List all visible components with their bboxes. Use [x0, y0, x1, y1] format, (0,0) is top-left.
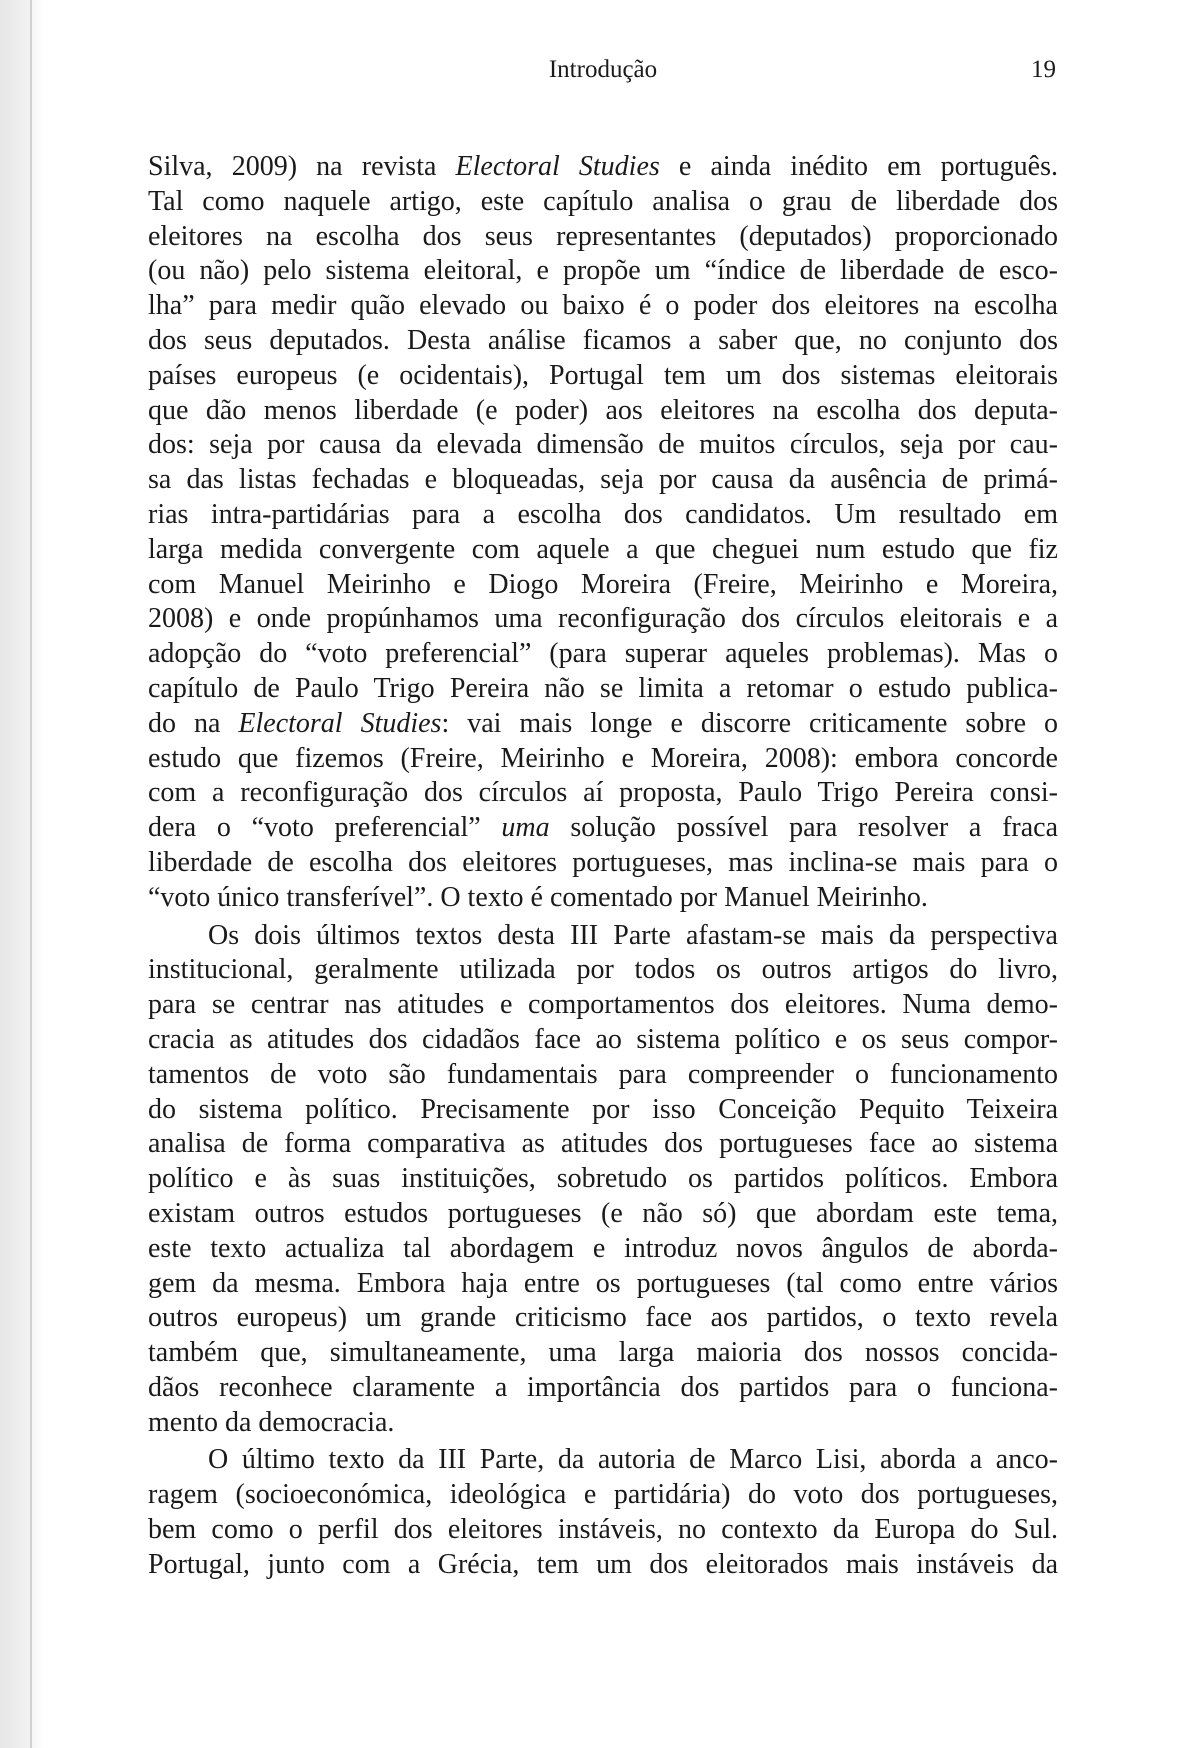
- text-line: [148, 1371, 1058, 1406]
- text-run: também que, simultaneamente, uma larga maioria dos nossos concida-: [148, 1337, 1058, 1369]
- text-line: [148, 394, 1058, 429]
- text-run: 2008) e onde propúnhamos uma reconfiguração dos círculos eleitorais e a: [148, 603, 1058, 635]
- text-line: [148, 1267, 1058, 1302]
- text-line: [148, 1093, 1058, 1128]
- text-run: dãos reconhece claramente a importância dos partidos para o funciona-: [148, 1371, 1058, 1403]
- text-run: capítulo de Paulo Trigo Pereira não se limita a retomar o estudo publica-: [148, 672, 1058, 704]
- text-run: do na: [148, 707, 239, 739]
- text-run: dos: seja por causa da elevada dimensão de muitos círculos, seja por cau-: [148, 429, 1058, 461]
- text-run: Os dois últimos textos desta III Parte afastam-se mais da perspectiva: [208, 919, 1058, 951]
- text-run: Portugal, junto com a Grécia, tem um dos eleitorados mais instáveis da: [148, 1548, 1058, 1580]
- paragraph: [148, 1443, 1058, 1582]
- text-run: adopção do “voto preferencial” (para superar aqueles problemas). Mas o: [148, 638, 1058, 670]
- text-run: ragem (socioeconómica, ideológica e partidária) do voto dos portugueses,: [148, 1479, 1058, 1511]
- text-line: [148, 919, 1058, 954]
- text-line: [148, 289, 1058, 324]
- page-number: 19: [1031, 56, 1056, 83]
- text-run: países europeus (e ocidentais), Portugal tem um dos sistemas eleitorais: [148, 359, 1058, 391]
- text-line: [148, 1232, 1058, 1267]
- text-run: e ainda inédito em português.: [659, 151, 1058, 182]
- text-line: [148, 1301, 1058, 1336]
- running-head: [148, 52, 1058, 88]
- page-binding-shadow: [0, 0, 44, 1748]
- text-line: [148, 1058, 1058, 1093]
- text-line: [148, 428, 1058, 463]
- text-run: gem da mesma. Embora haja entre os portugueses (tal como entre vários: [148, 1267, 1058, 1299]
- text-line: [148, 1548, 1058, 1583]
- text-run: com Manuel Meirinho e Diogo Moreira (Freire, Meirinho e Moreira,: [148, 568, 1058, 600]
- text-run: existam outros estudos portugueses (e não só) que abordam este tema,: [148, 1197, 1058, 1229]
- text-line: [148, 324, 1058, 359]
- text-line: [148, 533, 1058, 568]
- text-run: que dão menos liberdade (e poder) aos eleitores na escolha dos deputa-: [148, 394, 1058, 426]
- page-binding-edge: [30, 0, 32, 1748]
- text-line: [148, 776, 1058, 811]
- text-line: [148, 988, 1058, 1023]
- italic-text: Electoral Studies: [455, 151, 660, 182]
- text-line: [148, 1406, 1058, 1441]
- text-line: [148, 1162, 1058, 1197]
- text-line: [148, 811, 1058, 846]
- text-run: larga medida convergente com aquele a que cheguei num estudo que fiz: [148, 533, 1058, 565]
- text-run: eleitores na escolha dos seus representantes (deputados) proporcionado: [148, 220, 1058, 252]
- text-run: O último texto da III Parte, da autoria de Marco Lisi, aborda a anco-: [208, 1444, 1058, 1476]
- text-run: analisa de forma comparativa as atitudes dos portugueses face ao sistema: [148, 1128, 1058, 1160]
- text-line: [148, 498, 1058, 533]
- text-run: dos seus deputados. Desta análise ficamos a saber que, no conjunto dos: [148, 324, 1058, 356]
- book-page: [148, 0, 1058, 1748]
- text-line: [148, 881, 1058, 916]
- text-run: “voto único transferível”. O texto é comentado por Manuel Meirinho.: [148, 881, 928, 913]
- text-run: outros europeus) um grande criticismo face aos partidos, o texto revela: [148, 1302, 1058, 1334]
- text-run: institucional, geralmente utilizada por todos os outros artigos do livro,: [148, 954, 1058, 986]
- text-line: [148, 568, 1058, 603]
- text-line: [148, 1478, 1058, 1513]
- text-line: [148, 602, 1058, 637]
- text-line: [148, 637, 1058, 672]
- text-line: [148, 707, 1058, 742]
- running-title: Introdução: [548, 56, 658, 83]
- paragraph: [148, 919, 1058, 1441]
- text-run: cracia as atitudes dos cidadãos face ao sistema político e os seus compor-: [148, 1023, 1058, 1055]
- text-run: sa das listas fechadas e bloqueadas, seja por causa da ausência de primá-: [148, 464, 1058, 496]
- italic-text: Electoral Studies: [238, 707, 442, 739]
- text-line: [148, 846, 1058, 881]
- text-run: Silva, 2009) na revista: [148, 151, 456, 182]
- text-line: [148, 185, 1058, 220]
- text-line: [148, 672, 1058, 707]
- text-line: [148, 150, 1058, 185]
- text-run: solução possível para resolver a fraca: [549, 812, 1059, 844]
- text-run: com a reconfiguração dos círculos aí proposta, Paulo Trigo Pereira consi-: [148, 777, 1058, 809]
- body-text: [148, 150, 1058, 1583]
- text-run: tamentos de voto são fundamentais para compreender o funcionamento: [148, 1058, 1058, 1090]
- text-line: [148, 1023, 1058, 1058]
- text-run: do sistema político. Precisamente por isso Conceição Pequito Teixeira: [148, 1093, 1058, 1125]
- text-line: [148, 1513, 1058, 1548]
- text-run: rias intra-partidárias para a escolha dos candidatos. Um resultado em: [148, 498, 1058, 530]
- text-line: [148, 742, 1058, 777]
- text-line: [148, 1197, 1058, 1232]
- text-line: [148, 953, 1058, 988]
- text-run: para se centrar nas atitudes e comportamentos dos eleitores. Numa demo-: [148, 989, 1058, 1021]
- text-run: este texto actualiza tal abordagem e introduz novos ângulos de aborda-: [148, 1232, 1058, 1264]
- text-run: dera o “voto preferencial”: [148, 812, 502, 844]
- text-run: estudo que fizemos (Freire, Meirinho e Moreira, 2008): embora concorde: [148, 742, 1058, 774]
- italic-text: uma: [501, 812, 550, 844]
- text-run: lha” para medir quão elevado ou baixo é o poder dos eleitores na escolha: [148, 290, 1058, 322]
- text-run: Tal como naquele artigo, este capítulo analisa o grau de liberdade dos: [148, 185, 1058, 217]
- text-run: (ou não) pelo sistema eleitoral, e propõe um “índice de liberdade de esco-: [148, 255, 1058, 287]
- text-line: [148, 220, 1058, 255]
- text-line: [148, 1336, 1058, 1371]
- text-line: [148, 359, 1058, 394]
- text-line: [148, 1127, 1058, 1162]
- text-run: : vai mais longe e discorre criticamente sobre o: [441, 707, 1058, 739]
- text-run: mento da democracia.: [148, 1406, 395, 1438]
- paragraph: [148, 150, 1058, 916]
- text-run: político e às suas instituições, sobretudo os partidos políticos. Embora: [148, 1163, 1058, 1195]
- text-line: [148, 254, 1058, 289]
- text-line: [148, 463, 1058, 498]
- text-line: [148, 1443, 1058, 1478]
- text-run: liberdade de escolha dos eleitores portugueses, mas inclina-se mais para o: [148, 846, 1058, 878]
- text-run: bem como o perfil dos eleitores instáveis, no contexto da Europa do Sul.: [148, 1514, 1058, 1546]
